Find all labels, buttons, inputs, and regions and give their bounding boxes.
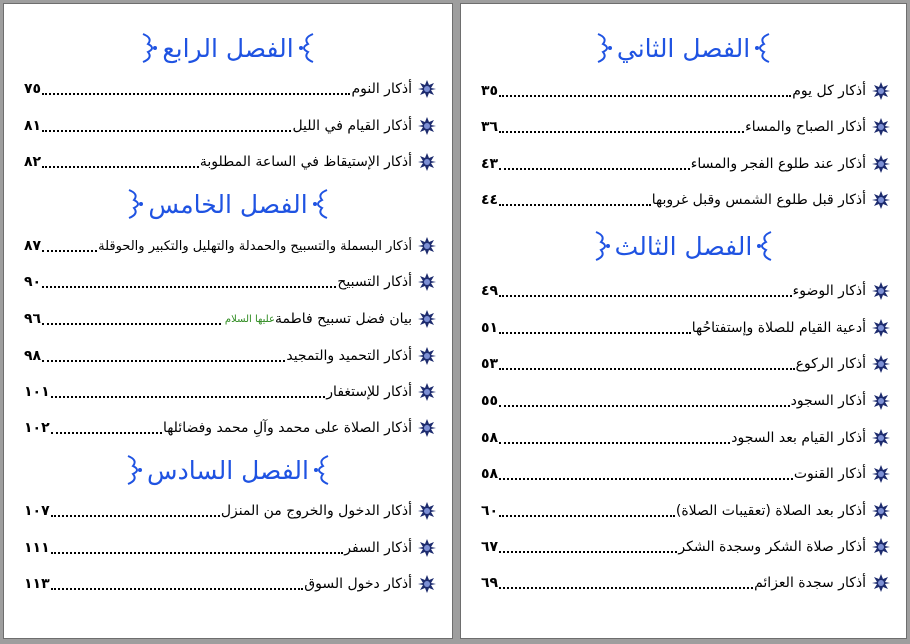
dot-leader [499,442,730,444]
toc-entry[interactable] [481,78,890,104]
chapter-title-text: الفصل الثاني [616,33,751,63]
toc-entry[interactable] [24,379,436,405]
toc-page-number: ٥٣ [481,356,499,372]
star-flower-bullet-icon [418,273,436,291]
honorific-glyph: عليها السلام [224,313,275,325]
toc-entry-title: بيان فضل تسبيح فاطمة [274,311,412,327]
star-flower-bullet-icon [872,118,890,136]
toc-page-number: ١٠٧ [24,503,50,519]
star-flower-bullet-icon [418,153,436,171]
bracket-ornament-icon [311,454,333,486]
star-flower-bullet-icon [418,419,436,437]
toc-entry-title: أذكار الركوع [795,356,866,372]
star-flower-bullet-icon [418,310,436,328]
toc-entry[interactable] [24,415,436,441]
star-flower-bullet-icon [872,538,890,556]
page-left [3,3,453,639]
toc-page-number: ١١١ [24,540,50,556]
toc-entry-title: أذكار السفر [344,540,412,556]
toc-page-number: ٣٥ [481,83,499,99]
toc-page-number: ٣٦ [481,119,499,135]
toc-page-number: ٤٣ [481,156,499,172]
toc-entry[interactable] [24,233,436,259]
chapter-title [4,184,452,224]
star-flower-bullet-icon [872,82,890,100]
toc-entry[interactable] [24,76,436,102]
toc-entry[interactable] [481,151,890,177]
toc-page-number: ٥٨ [481,430,499,446]
toc-page-number: ٦٠ [481,503,499,519]
dot-leader [499,295,792,297]
toc-entry[interactable] [481,570,890,596]
toc-entry[interactable] [481,351,890,377]
dot-leader [499,95,791,97]
star-flower-bullet-icon [418,575,436,593]
toc-entry[interactable] [24,269,436,295]
toc-page-number: ٨٧ [24,238,42,254]
star-flower-bullet-icon [418,502,436,520]
toc-page-number: ١٠٢ [24,420,50,436]
toc-page-number: ٥٥ [481,393,499,409]
toc-entry-title: أذكار التسبيح [337,274,412,290]
star-flower-bullet-icon [872,155,890,173]
dot-leader [499,332,691,334]
toc-entry[interactable] [24,113,436,139]
toc-page-number: ١١٣ [24,576,50,592]
toc-entry[interactable] [481,114,890,140]
star-flower-bullet-icon [872,465,890,483]
toc-entry-title: أذكار النوم [351,81,412,97]
toc-page-number: ٦٧ [481,539,499,555]
dot-leader [51,588,304,590]
toc-entry[interactable] [24,571,436,597]
star-flower-bullet-icon [418,237,436,255]
bracket-ornament-icon [752,32,774,64]
star-flower-bullet-icon [872,282,890,300]
dot-leader [42,286,336,288]
dot-leader [499,405,789,407]
dot-leader [499,368,795,370]
toc-page-number: ٥١ [481,320,499,336]
star-flower-bullet-icon [872,502,890,520]
toc-entry-title: أذكار الدخول والخروج من المنزل [220,503,412,519]
dot-leader [42,166,199,168]
star-flower-bullet-icon [872,319,890,337]
star-flower-bullet-icon [418,347,436,365]
dot-leader [499,551,677,553]
star-flower-bullet-icon [872,429,890,447]
dot-leader [42,93,350,95]
toc-entry[interactable] [24,535,436,561]
chapter-title [4,450,452,490]
toc-entry[interactable] [24,149,436,175]
chapter-title [461,226,906,266]
toc-entry[interactable] [24,343,436,369]
dot-leader [499,131,744,133]
toc-entry-title: أدعية القيام للصلاة وإستفتاحُها [691,320,866,336]
toc-entry-title: أذكار الصباح والمساء [745,119,866,135]
chapter-title-text: الفصل الخامس [148,189,308,219]
toc-entry[interactable] [481,187,890,213]
toc-entry[interactable] [481,315,890,341]
chapter-title [4,28,452,68]
toc-page-number: ٦٩ [481,575,499,591]
toc-entry-title: أذكار القيام في الليل [292,118,412,134]
dot-leader [51,515,220,517]
star-flower-bullet-icon [872,574,890,592]
dot-leader [499,204,651,206]
toc-entry[interactable] [481,498,890,524]
dot-leader [499,587,753,589]
bracket-ornament-icon [138,32,160,64]
toc-entry[interactable] [481,461,890,487]
toc-entry-title: أذكار البسملة والتسبيح والحمدلة والتهليل والتكبير والحوقلة [98,238,412,254]
toc-page-number: ٤٤ [481,192,499,208]
toc-entry-title: أذكار كل يوم [792,83,866,99]
toc-entry-title: أذكار بعد الصلاة (تعقيبات الصلاة) [675,503,866,519]
bracket-ornament-icon [310,188,332,220]
toc-page-number: ٤٩ [481,283,499,299]
toc-page-number: ٨٢ [24,154,42,170]
toc-entry-title: أذكار الإستيقاظ في الساعة المطلوبة [199,154,412,170]
toc-entry[interactable] [481,278,890,304]
toc-page-number: ٧٥ [24,81,42,97]
toc-page-number: ٩٦ [24,311,42,327]
dot-leader [42,323,221,325]
toc-page-number: ٥٨ [481,466,499,482]
dot-leader [51,432,162,434]
dot-leader [42,130,291,132]
dot-leader [499,168,690,170]
star-flower-bullet-icon [872,392,890,410]
toc-entry[interactable] [24,498,436,524]
toc-entry[interactable] [481,388,890,414]
star-flower-bullet-icon [418,80,436,98]
toc-entry-title: أذكار عند طلوع الفجر والمساء [690,156,866,172]
toc-entry[interactable] [24,306,436,332]
chapter-title-text: الفصل الثالث [614,231,753,261]
toc-entry[interactable] [481,534,890,560]
star-flower-bullet-icon [418,383,436,401]
star-flower-bullet-icon [418,117,436,135]
toc-entry[interactable] [481,425,890,451]
dot-leader [42,360,285,362]
bracket-ornament-icon [593,32,615,64]
chapter-title-text: الفصل الرابع [162,33,294,63]
toc-entry-title: أذكار سجدة العزائم [754,575,866,591]
toc-page-number: ٩٨ [24,348,42,364]
dot-leader [499,515,675,517]
dot-leader [51,552,344,554]
toc-entry-title: أذكار قبل طلوع الشمس وقبل غروبها [651,192,866,208]
bracket-ornament-icon [754,230,776,262]
page-right [460,3,907,639]
star-flower-bullet-icon [872,191,890,209]
toc-entry-title: أذكار للإستغفار [326,384,412,400]
toc-entry-title: أذكار دخول السوق [304,576,412,592]
chapter-title-text: الفصل السادس [147,455,309,485]
star-flower-bullet-icon [418,539,436,557]
chapter-title [461,28,906,68]
toc-entry-title: أذكار الصلاة على محمد وآلِ محمد وفضائلها [162,420,412,436]
bracket-ornament-icon [591,230,613,262]
star-flower-bullet-icon [872,355,890,373]
toc-entry-title: أذكار التحميد والتمجيد [286,348,412,364]
toc-entry-title: أذكار القنوت [793,466,866,482]
toc-entry-title: أذكار صلاة الشكر وسجدة الشكر [678,539,866,555]
toc-page-number: ٩٠ [24,274,42,290]
toc-page-number: ١٠١ [24,384,50,400]
bracket-ornament-icon [296,32,318,64]
dot-leader [499,478,793,480]
dot-leader [42,250,97,252]
toc-entry-title: أذكار الوضوء [792,283,866,299]
dot-leader [51,396,326,398]
toc-page-number: ٨١ [24,118,42,134]
toc-entry-title: أذكار السجود [790,393,866,409]
toc-entry-title: أذكار القيام بعد السجود [731,430,866,446]
bracket-ornament-icon [123,454,145,486]
bracket-ornament-icon [124,188,146,220]
